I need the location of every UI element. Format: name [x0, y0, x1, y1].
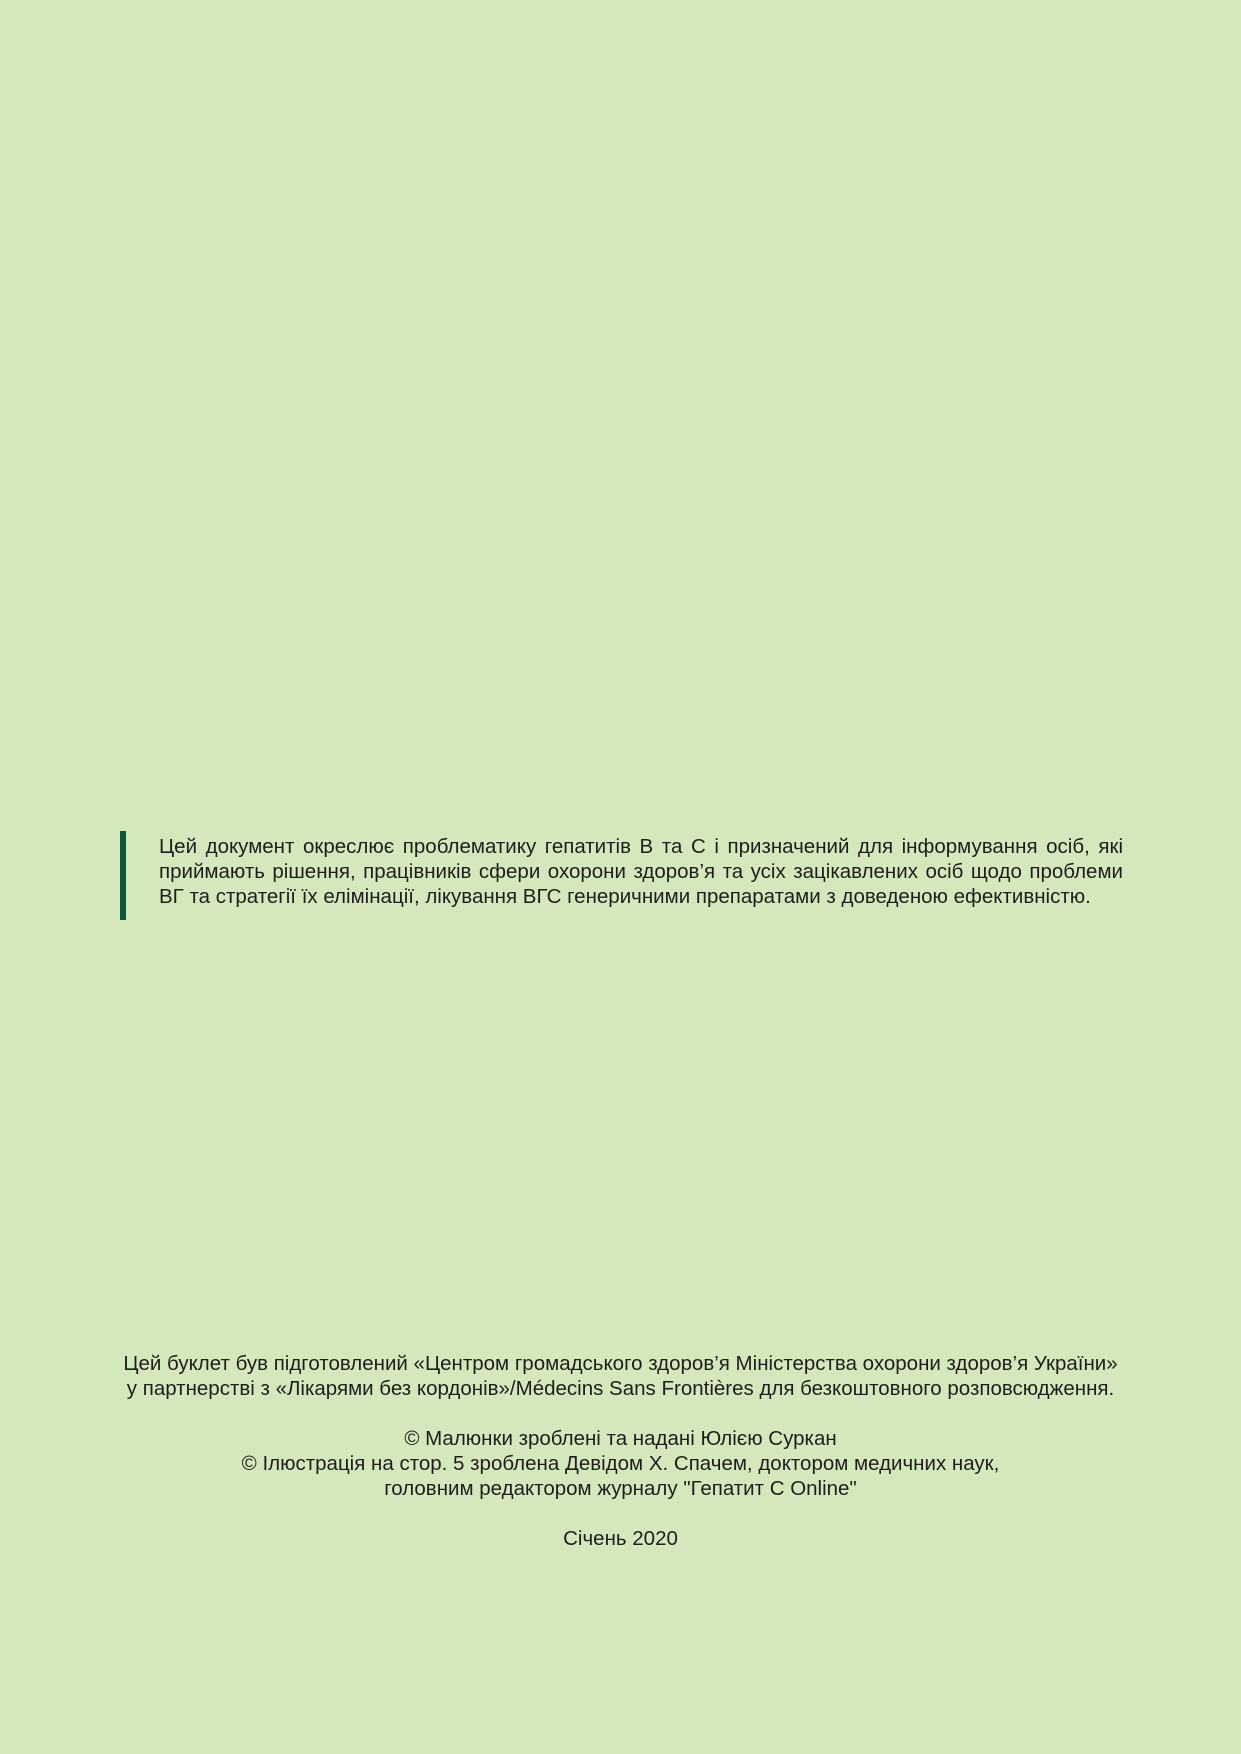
publisher-line-2: у партнерстві з «Лікарями без кордонів»/Médecins Sans Frontières для безкоштовного розповсюдження. [126, 1377, 1115, 1400]
publication-date: Січень 2020 [563, 1527, 678, 1550]
publication-info [100, 1351, 1141, 1551]
illustrations-credit: © Малюнки зроблені та надані Юлією Суркан [404, 1427, 837, 1450]
illustration-credit-line-2: головним редактором журналу "Гепатит С Online" [384, 1477, 857, 1500]
publisher-line-1: Цей буклет був підготовлений «Центром громадського здоров’я Міністерства охорони здоров’я України» [123, 1352, 1118, 1375]
spacer [100, 1401, 1141, 1426]
description-callout [120, 831, 1123, 920]
description-text: Цей документ окреслює проблематику гепатитів В та С і призначений для інформування осіб, які приймають рішення, працівників сфери охорони здоров’я та усіх зацікавлених осіб щодо проблеми ВГ та стратегії їх елімінації, лікування ВГС генеричними препаратами з доведеною ефективністю. [159, 835, 1123, 908]
spacer [100, 1501, 1141, 1526]
callout-accent-bar [120, 831, 126, 920]
illustration-credit-line-1: © Ілюстрація на стор. 5 зроблена Девідом Х. Спачем, доктором медичних наук, [241, 1452, 1000, 1475]
